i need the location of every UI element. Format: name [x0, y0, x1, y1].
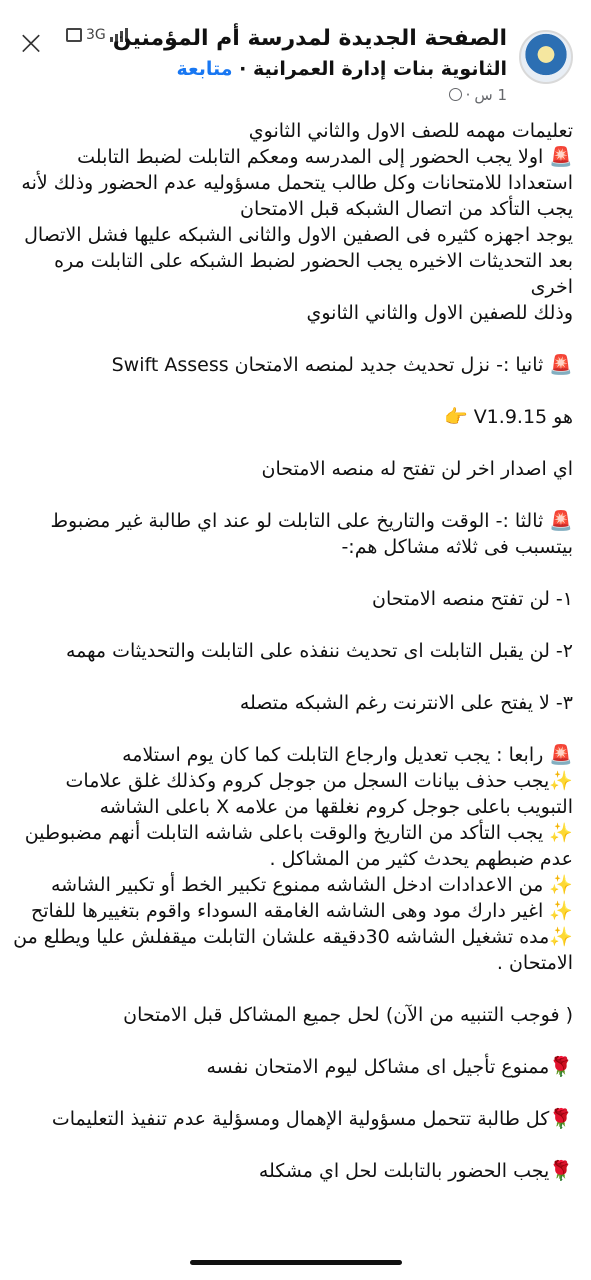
globe-icon [449, 88, 462, 101]
post-line: ٣- لا يفتح على الانترنت رغم الشبكه متصله [239, 692, 573, 714]
post-line: ✨مده تشغيل الشاشه 30دقيقه علشان التابلت ميقفلش عليا ويطلع من الامتحان . [13, 926, 573, 974]
sim-icon [66, 28, 82, 42]
post-line: ✨ يجب التأكد من التاريخ والوقت باعلى شاشه التابلت أنهم مضبوطين عدم ضبطهم يحدث كثير من المشاكل . [24, 822, 573, 870]
home-indicator[interactable] [190, 1260, 402, 1265]
post-line: ✨ من الاعدادات ادخل الشاشه ممنوع تكبير الخط أو تكبير الشاشه [50, 874, 573, 896]
post-line: ٢- لن يقبل التابلت اى تحديث ننفذه على التابلت والتحديثات مهمه [65, 640, 573, 662]
post-line: هو V1.9.15 👉 [443, 406, 573, 428]
network-type: 3G [86, 27, 106, 43]
post-header [0, 0, 591, 110]
meta-separator: · [465, 86, 471, 104]
post-line: ✨يجب حذف بيانات السجل من جوجل كروم وكذلك غلق علامات التبويب باعلى جوجل كروم نغلقها من علامه X باعلى الشاشه [65, 770, 573, 818]
post-line: 🚨 ثالثا :- الوقت والتاريخ على التابلت لو عند اي طالبة غير مضبوط بيتسبب فى ثلاثه مشاكل هم:- [50, 510, 573, 558]
page-subname[interactable]: الثانوية بنات إدارة العمرانية [253, 58, 507, 80]
post-body [13, 118, 573, 1184]
post-line: يوجد اجهزه كثيره فى الصفين الاول والثانى الشبكه عليها فشل الاتصال بعد التحديثات الاخيره يجب الحضور لضبط الشبكه على التابلت مره اخرى [24, 224, 573, 298]
post-line: ( فوجب التنبيه من الآن) لحل جميع المشاكل قبل الامتحان [123, 1004, 573, 1026]
post-meta [87, 84, 507, 106]
post-line: 🚨 ثانيا :- نزل تحديث جديد لمنصه الامتحان Swift Assess [111, 354, 573, 376]
post-line: 🚨 رابعا : يجب تعديل وارجاع التابلت كما كان يوم استلامه [122, 744, 573, 766]
post-line: اي اصدار اخر لن تفتح له منصه الامتحان [261, 458, 573, 480]
post-line: ✨ اغير دارك مود وهى الشاشه الغامقه السوداء واقوم بتغييرها للفاتح [30, 900, 573, 922]
post-line: وذلك للصفين الاول والثاني الثانوي [306, 302, 573, 324]
post-line: 🌹ممنوع تأجيل اى مشاكل ليوم الامتحان نفسه [206, 1056, 573, 1078]
separator: · [232, 58, 253, 80]
page-name[interactable]: الصفحة الجديدة لمدرسة أم المؤمنين [112, 26, 507, 51]
page-subtitle [87, 54, 507, 84]
time-ago[interactable]: 1 س [474, 86, 507, 104]
close-icon[interactable]: × [16, 23, 46, 63]
post-line: ١- لن تفتح منصه الامتحان [372, 588, 573, 610]
post-line: 🚨 اولا يجب الحضور إلى المدرسه ومعكم التابلت لضبط التابلت استعدادا للامتحانات وكل طالب يتحمل مسؤوليه عدم الحضور وذلك لأنه يجب التأكد من اتصال الشبكه قبل الامتحان [21, 146, 573, 220]
post-line: تعليمات مهمه للصف الاول والثاني الثانوي [248, 120, 573, 142]
post-line: 🌹يجب الحضور بالتابلت لحل اي مشكله [258, 1160, 573, 1182]
page-avatar[interactable] [519, 30, 573, 84]
follow-button[interactable]: متابعة [176, 58, 233, 80]
post-line: 🌹كل طالبة تتحمل مسؤولية الإهمال ومسؤلية عدم تنفيذ التعليمات [51, 1108, 573, 1130]
page-info [87, 24, 507, 106]
